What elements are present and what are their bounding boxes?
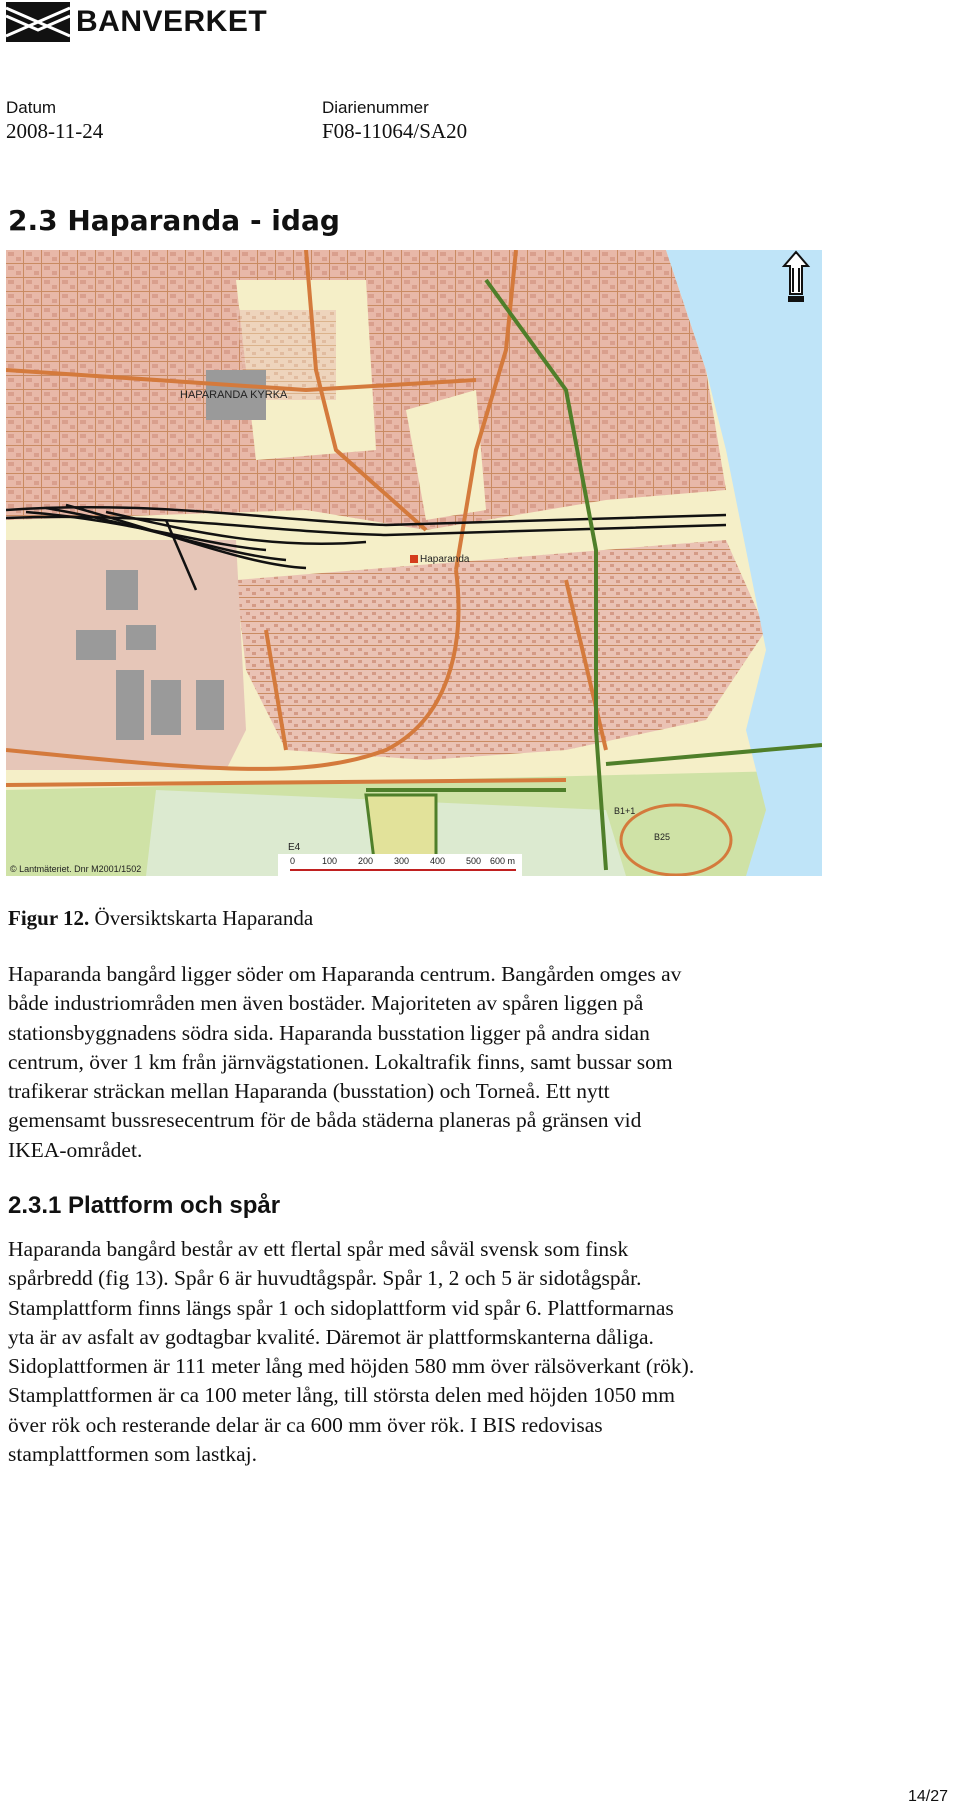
text-line: trafikerar sträckan mellan Haparanda (busstation) och Torneå. Ett nytt — [8, 1079, 610, 1104]
text-line: spårbredd (fig 13). Spår 6 är huvudtågspår. Spår 1, 2 och 5 är sidotågspår. — [8, 1266, 642, 1291]
figure-caption — [8, 906, 313, 931]
text-line: IKEA-området. — [8, 1137, 143, 1162]
date-value: 2008-11-24 — [6, 119, 104, 143]
scale-tick: 100 — [322, 856, 338, 866]
text-line: gemensamt bussresecentrum för de båda städerna planeras på gränsen vid — [8, 1108, 642, 1133]
ref-value: F08-11064/SA20 — [322, 119, 468, 143]
scale-tick: 500 — [466, 856, 482, 866]
text-line: över rök och resterande delar är ca 600 mm över rök. I BIS redovisas — [8, 1412, 603, 1437]
label-road-b: B1+1 — [614, 806, 636, 816]
banverket-logo — [6, 2, 267, 42]
paragraph-platform-tracks — [8, 1235, 828, 1469]
text-line: Haparanda bangård består av ett flertal spår med såväl svensk som finsk — [8, 1237, 629, 1261]
text-line: Stamplattformen är ca 100 meter lång, till största delen med höjden 1050 mm — [8, 1383, 675, 1408]
label-road-e4: E4 — [288, 842, 301, 853]
scale-tick: 400 — [430, 856, 446, 866]
logo-text: BANVERKET — [76, 5, 268, 38]
paragraph-station-location — [8, 960, 828, 1165]
scale-tick: 0 — [290, 856, 296, 866]
label-road-b25: B25 — [654, 832, 671, 842]
scale-tick: 600 m — [490, 856, 516, 866]
page-number: 14/27 — [907, 1788, 948, 1805]
label-station: Haparanda — [420, 554, 470, 565]
subsection-title: 2.3.1 Plattform och spår — [8, 1192, 281, 1219]
text-line: Haparanda bangård ligger söder om Haparanda centrum. Bangården omges av — [8, 962, 682, 986]
label-church: HAPARANDA KYRKA — [180, 389, 288, 401]
figure-caption-text: Översiktskarta Haparanda — [89, 906, 314, 930]
ref-label: Diarienummer — [322, 98, 429, 117]
section-title: 2.3 Haparanda - idag — [8, 204, 340, 237]
scale-tick: 200 — [358, 856, 374, 866]
overview-map — [6, 250, 822, 876]
map-copyright: © Lantmäteriet. Dnr M2001/1502 — [10, 864, 142, 874]
scale-bar — [278, 854, 522, 876]
text-line: både industriområden men även bostäder. Majoriteten av spåren liggen på — [8, 991, 644, 1016]
figure-caption-label: Figur 12. — [8, 906, 90, 930]
date-label: Datum — [6, 98, 57, 117]
scale-tick: 300 — [394, 856, 410, 866]
text-line: yta är av asfalt av godtagbar kvalité. Däremot är plattformskanterna dåliga. — [8, 1324, 654, 1349]
text-line: stamplattformen som lastkaj. — [8, 1442, 257, 1467]
banverket-logo-icon — [6, 2, 70, 42]
text-line: centrum, över 1 km från järnvägstationen. Lokaltrafik finns, samt bussar som — [8, 1049, 673, 1074]
text-line: Stamplattform finns längs spår 1 och sidoplattform vid spår 6. Plattformarnas — [8, 1295, 674, 1320]
text-line: stationsbyggnadens södra sida. Haparanda busstation ligger på andra sidan — [8, 1020, 650, 1045]
text-line: Sidoplattformen är 111 meter lång med höjden 580 mm över rälsöverkant (rök). — [8, 1354, 695, 1379]
